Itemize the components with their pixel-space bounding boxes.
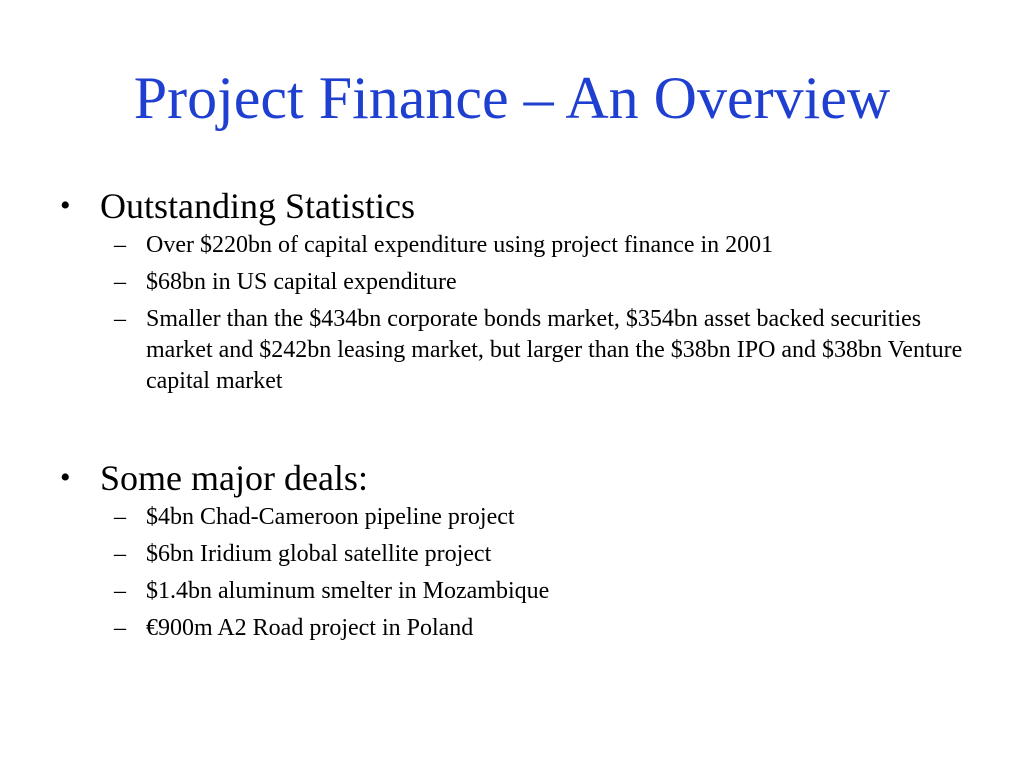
bullet-item xyxy=(60,184,980,228)
bullet-heading: Outstanding Statistics xyxy=(100,186,415,226)
sub-bullet-text: $68bn in US capital expenditure xyxy=(146,269,457,295)
sub-bullet-text: $4bn Chad-Cameroon pipeline project xyxy=(146,504,515,530)
section-major-deals xyxy=(60,456,980,650)
sub-bullet-item xyxy=(60,539,980,570)
dash-icon: – xyxy=(114,269,126,295)
dash-icon: – xyxy=(114,504,126,530)
dash-icon: – xyxy=(114,578,126,604)
dash-icon: – xyxy=(114,541,126,567)
sub-bullet-item xyxy=(60,230,980,261)
sub-bullet-text: €900m A2 Road project in Poland xyxy=(146,615,474,641)
bullet-item xyxy=(60,456,980,500)
dash-icon: – xyxy=(114,306,126,332)
sub-bullet-text: Over $220bn of capital expenditure using project finance in 2001 xyxy=(146,232,774,258)
sub-bullet-item xyxy=(60,502,980,533)
bullet-icon: • xyxy=(60,461,71,494)
bullet-heading: Some major deals: xyxy=(100,458,368,498)
bullet-icon: • xyxy=(60,189,71,222)
dash-icon: – xyxy=(114,232,126,258)
sub-bullet-list xyxy=(60,230,980,397)
sub-bullet-text: $6bn Iridium global satellite project xyxy=(146,541,492,567)
sub-bullet-item xyxy=(60,267,980,298)
sub-bullet-text: $1.4bn aluminum smelter in Mozambique xyxy=(146,578,550,604)
sub-bullet-item xyxy=(60,613,980,644)
slide-title: Project Finance – An Overview xyxy=(133,65,891,131)
sub-bullet-list xyxy=(60,502,980,644)
sub-bullet-item xyxy=(60,576,980,607)
sub-bullet-text: Smaller than the $434bn corporate bonds market, $354bn asset backed securities market and $242bn leasing market, but larger than the $38bn IPO and $38bn Venture capital market xyxy=(146,306,963,394)
dash-icon: – xyxy=(114,615,126,641)
section-outstanding-statistics xyxy=(60,184,980,403)
sub-bullet-item xyxy=(60,304,980,397)
